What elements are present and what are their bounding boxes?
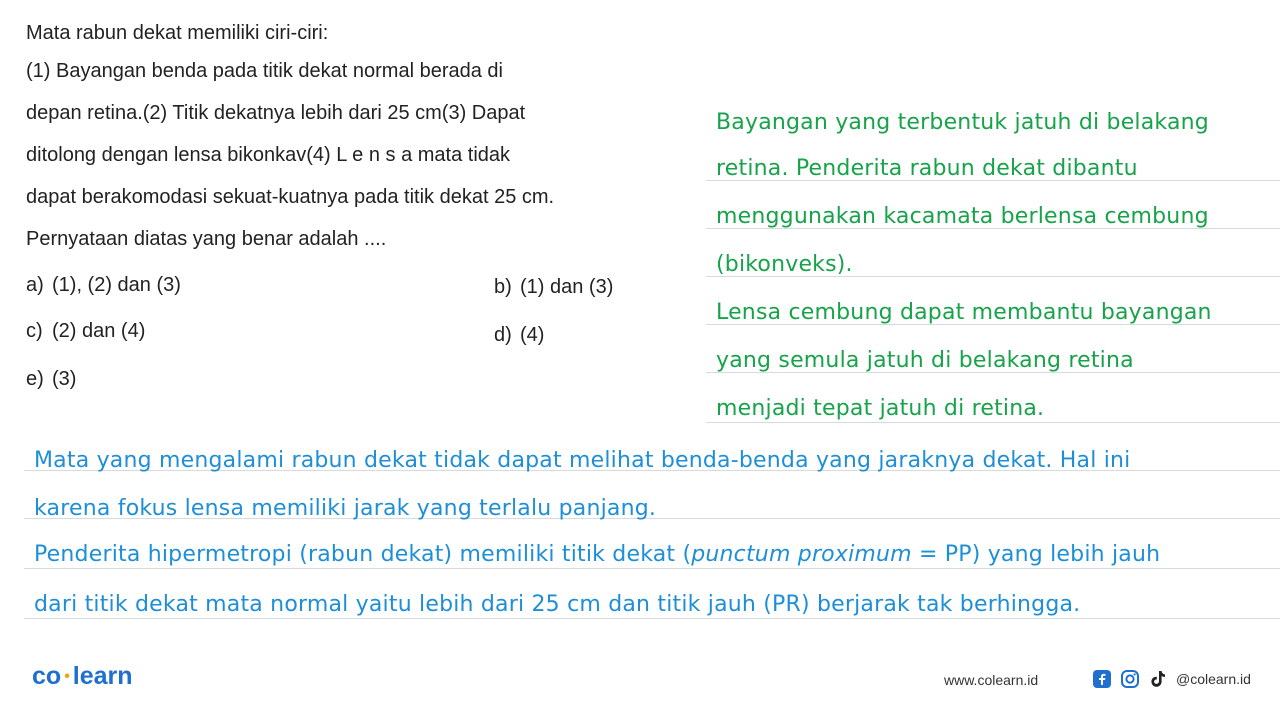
option-key: c) xyxy=(26,320,43,342)
answer-line: retina. Penderita rabun dekat dibantu xyxy=(716,156,1138,181)
option-text: (1) dan (3) xyxy=(520,276,614,298)
logo-text-left: co xyxy=(32,662,62,690)
option-e[interactable] xyxy=(26,366,76,392)
option-d[interactable] xyxy=(494,322,544,348)
instagram-icon[interactable] xyxy=(1120,669,1140,689)
explanation-text: Penderita hipermetropi (rabun dekat) memiliki titik dekat ( xyxy=(34,542,692,567)
option-b[interactable] xyxy=(494,274,613,300)
explanation-italic: punctum proximum xyxy=(691,542,912,567)
option-a[interactable] xyxy=(26,272,181,298)
option-text: (1), (2) dan (3) xyxy=(52,274,181,296)
answer-line: Bayangan yang terbentuk jatuh di belakang xyxy=(716,110,1209,135)
logo-text-right: learn xyxy=(72,662,133,690)
option-text: (2) dan (4) xyxy=(52,320,146,342)
question-line: (1) Bayangan benda pada titik dekat normal berada di xyxy=(26,60,503,82)
website-link[interactable]: www.colearn.id xyxy=(944,672,1039,688)
answer-line: yang semula jatuh di belakang retina xyxy=(716,348,1134,373)
option-key: d) xyxy=(494,324,512,346)
option-key: e) xyxy=(26,368,44,390)
answer-line: menjadi tepat jatuh di retina. xyxy=(716,396,1045,421)
explanation-line: Mata yang mengalami rabun dekat tidak dapat melihat benda-benda yang jaraknya dekat. Hal ini xyxy=(34,448,1131,473)
social-handle[interactable]: @colearn.id xyxy=(1176,671,1251,687)
answer-line: menggunakan kacamata berlensa cembung xyxy=(716,204,1209,229)
option-text: (3) xyxy=(52,368,77,390)
question-line: Mata rabun dekat memiliki ciri-ciri: xyxy=(26,22,329,44)
question-line: Pernyataan diatas yang benar adalah .... xyxy=(26,228,387,250)
colearn-logo[interactable] xyxy=(32,662,133,691)
option-key: b) xyxy=(494,276,512,298)
option-text: (4) xyxy=(520,324,545,346)
explanation-text: = PP) yang lebih jauh xyxy=(911,542,1161,567)
option-c[interactable] xyxy=(26,318,145,344)
explanation-line: dari titik dekat mata normal yaitu lebih dari 25 cm dan titik jauh (PR) berjarak tak berhingga. xyxy=(34,592,1081,617)
option-key: a) xyxy=(26,274,44,296)
logo-dot-icon: • xyxy=(64,668,70,686)
answer-line: (bikonveks). xyxy=(716,252,853,277)
social-links xyxy=(1092,668,1251,690)
question-line: ditolong dengan lensa bikonkav(4) L e n s a mata tidak xyxy=(26,144,511,166)
tiktok-icon[interactable] xyxy=(1148,669,1168,689)
answer-line: Lensa cembung dapat membantu bayangan xyxy=(716,300,1212,325)
question-line: depan retina.(2) Titik dekatnya lebih dari 25 cm(3) Dapat xyxy=(26,102,526,124)
question-line: dapat berakomodasi sekuat-kuatnya pada titik dekat 25 cm. xyxy=(26,186,555,208)
explanation-line xyxy=(34,540,1160,570)
explanation-line: karena fokus lensa memiliki jarak yang terlalu panjang. xyxy=(34,496,657,521)
facebook-icon[interactable] xyxy=(1092,669,1112,689)
